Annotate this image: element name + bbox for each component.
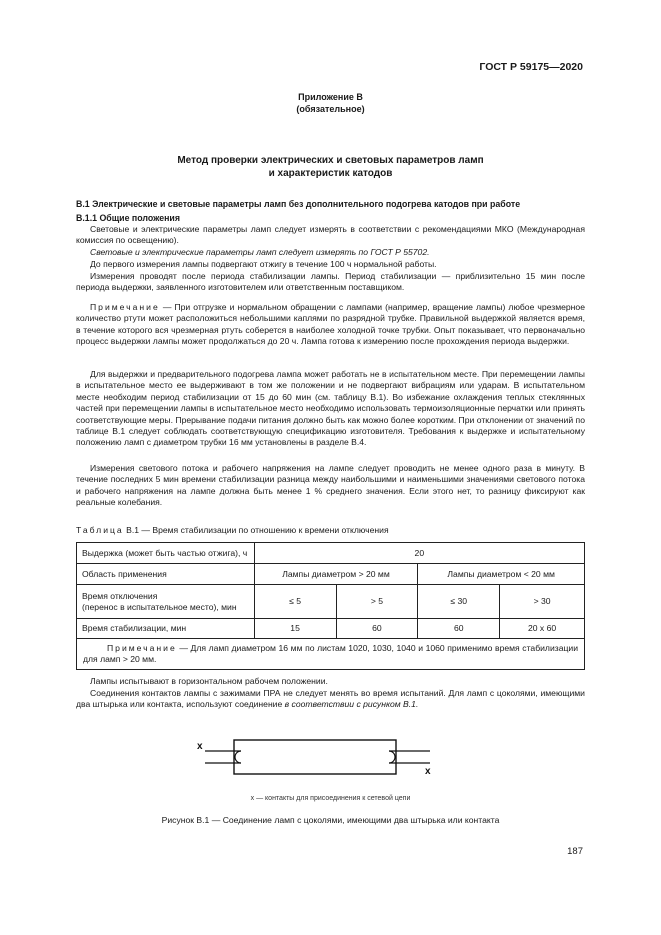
table-cell: 60 <box>418 619 500 639</box>
paragraph-1: Световые и электрические параметры ламп следует измерять в соответствии с рекомендациями МКО (Международная комиссия по освещению). <box>76 224 585 246</box>
table-cell: Время стабилизации, мин <box>77 619 255 639</box>
paragraph-5: Для выдержки и предварительного подогрева лампа может работать не в испытательном месте. При перемещении лампы в испытательное место ее выдерживают в том же положении и не подвергают вибрациям или ударам. В испытательном месте необходим период стабилизации от 15 до 60 мин (см. таблицу В.1). Во избежание охлаждения теплых стеклянных частей при перемещении лампы в испытательное место необходимо использовать термоизоляционные перчатки или принять соответствующие меры. Прерывание подачи питания должно быть как можно более коротким. При отклонении от значений по таблице В.1 следует соблюдать соответствующую спецификацию изготовителя. Требования к выдержке и испытательному положению ламп с диаметром трубки 16 мм установлены в разделе В.4. <box>76 369 585 448</box>
appendix-title: Приложение В <box>298 92 363 102</box>
table-caption-text: В.1 — Время стабилизации по отношению к времени отключения <box>123 525 389 535</box>
table-cell: 15 <box>254 619 336 639</box>
table-row <box>77 639 585 670</box>
section-heading: В.1 Электрические и световые параметры ламп без дополнительного подогрева катодов при работе <box>76 199 521 209</box>
paragraph-8-text: Соединения контактов лампы с зажимами ПРА не следует менять во время испытаний. Для ламп с цоколями, имеющими два штырька или контакта, используют соединение <box>76 688 585 710</box>
note-1-label: Примечание <box>90 302 160 312</box>
paragraph-6: Измерения светового потока и рабочего напряжения на лампе следует проводить не менее одного раза в минуту. В течение последних 5 мин времени стабилизации разница между наибольшими и наименьшими значениями светового потока и рабочего напряжения на лампе должна быть менее 1 % среднего значения. Если этого нет, то разницу фиксируют как реальные колебания. <box>76 463 585 508</box>
table-cell: Область применения <box>77 564 255 585</box>
paragraph-3: До первого измерения лампы подвергают отжигу в течение 100 ч нормальной работы. <box>90 259 437 269</box>
table-cell: 20 <box>254 543 584 564</box>
table-caption <box>76 525 389 536</box>
paragraph-7: Лампы испытывают в горизонтальном рабочем положении. <box>90 676 328 686</box>
table-row <box>77 619 585 639</box>
table-cell: ≤ 5 <box>254 585 336 619</box>
left-terminal-mark: x <box>197 741 203 752</box>
right-cathode <box>389 751 395 763</box>
appendix-subtitle: (обязательное) <box>296 104 365 114</box>
table-cell: > 30 <box>500 585 585 619</box>
table-note <box>77 639 585 670</box>
main-title-line2: и характеристик катодов <box>268 168 393 179</box>
paragraph-8-figref: в соответствии с рисунком В.1. <box>284 699 419 710</box>
table-cell: > 5 <box>336 585 418 619</box>
lamp-tube <box>234 740 396 774</box>
table-note-text: — Для ламп диаметром 16 мм по листам 1020, 1030, 1040 и 1060 применимо время стабилизации для ламп > 20 мм. <box>83 643 578 664</box>
paragraph-4: Измерения проводят после периода стабилизации лампы. Период стабилизации — приблизительно 15 мин после периода выдержки, заявленного изготовителем или ответственным поставщиком. <box>76 271 585 293</box>
subsection-heading: В.1.1 Общие положения <box>76 213 180 223</box>
page-number: 187 <box>567 846 583 857</box>
table-cell: ≤ 30 <box>418 585 500 619</box>
note-1 <box>76 302 585 348</box>
table-caption-label: Таблица <box>76 525 124 535</box>
table-cell: Лампы диаметром < 20 мм <box>418 564 585 585</box>
paragraph-8 <box>76 688 585 711</box>
right-terminal-mark: x <box>425 766 431 777</box>
table-cell: 20 x 60 <box>500 619 585 639</box>
paragraph-2: Световые и электрические параметры ламп следует измерять по ГОСТ Р 55702. <box>90 247 430 257</box>
lamp-connection-diagram <box>190 730 450 780</box>
table-row <box>77 543 585 564</box>
left-cathode <box>235 751 241 763</box>
note-1-text: — При отгрузке и нормальном обращении с лампами (например, вращение лампы) любое чрезмерное количество ртути может расположиться небольшими каплями по разрядной трубке. Правильной выдержкой является время, в течение которого вся чрезмерная ртуть соберется в наиболее холодной точке трубки. Опыт показывает, что первоначально процесс выдержки лампы может продолжаться до 20 ч. Лампа готова к измерению после прохождения периода выдержки. <box>76 302 585 347</box>
table-note-label: Примечание <box>107 643 177 653</box>
figure-caption: Рисунок В.1 — Соединение ламп с цоколями, имеющими два штырька или контакта <box>161 815 500 825</box>
table-cell: 60 <box>336 619 418 639</box>
main-title-line1: Метод проверки электрических и световых параметров ламп <box>177 155 484 166</box>
figure-legend: x — контакты для присоединения к сетевой цепи <box>250 795 411 802</box>
table-cell-line: (перенос в испытательное место), мин <box>82 601 237 612</box>
table-row <box>77 564 585 585</box>
table-cell: Лампы диаметром > 20 мм <box>254 564 418 585</box>
table-row <box>77 585 585 619</box>
table-cell-line: Время отключения <box>82 590 158 601</box>
table-cell: Выдержка (может быть частью отжига), ч <box>77 543 255 564</box>
stabilization-table <box>76 542 585 670</box>
document-header: ГОСТ Р 59175—2020 <box>479 61 583 73</box>
table-cell <box>77 585 255 619</box>
